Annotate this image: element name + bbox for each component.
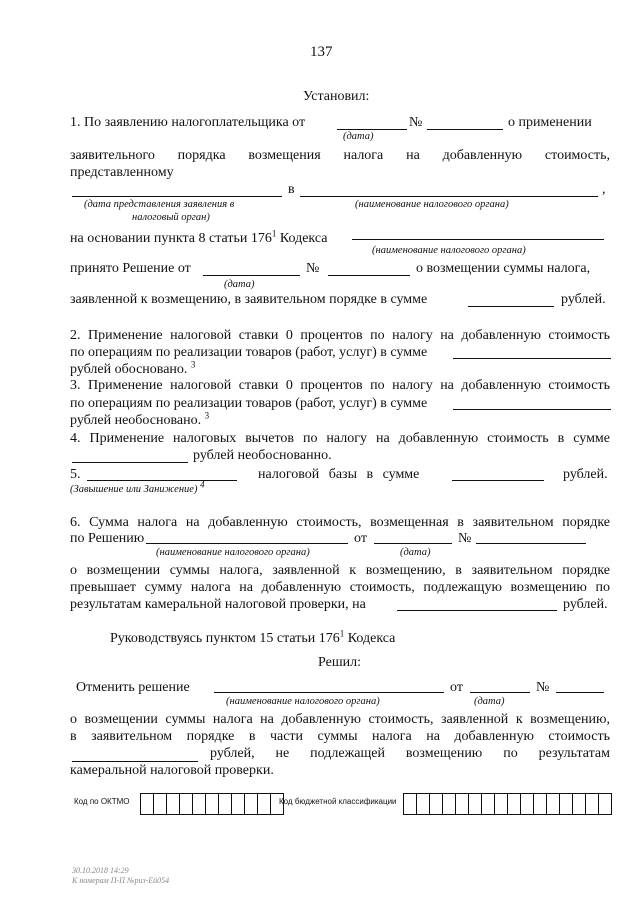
oktmo-cell[interactable]	[244, 793, 258, 815]
cancel-a: Отменить решение	[76, 680, 190, 695]
footer-timestamp: 30.10.2018 14:29	[72, 866, 129, 875]
kbk-cell[interactable]	[481, 793, 495, 815]
cancel-date-field[interactable]	[470, 692, 530, 693]
guided-by: Руководствуясь пунктом 15 статьи $176^1$ Кодекса	[110, 628, 396, 646]
oktmo-cell[interactable]	[257, 793, 271, 815]
cancel-ot: от	[450, 680, 463, 695]
p1-rubles: рублей.	[561, 292, 606, 307]
p1-hint-date: (дата)	[343, 131, 374, 142]
p4-line2: рублей необоснованно.	[193, 448, 332, 463]
p4-amount-field[interactable]	[72, 462, 188, 463]
p6-line5a: результатам камеральной налоговой проверки, на	[70, 597, 366, 612]
oktmo-cell[interactable]	[166, 793, 180, 815]
p1-decision-b: о возмещении суммы налога,	[416, 261, 591, 276]
heading-decided: Решил:	[318, 655, 361, 670]
p6-ot: от	[354, 531, 367, 546]
p6-line2a: по Решению	[70, 531, 145, 546]
cancel-line5: камеральной налоговой проверки.	[70, 763, 274, 778]
cancel-line3: в заявительном порядке в части суммы налога на добавленную стоимость	[70, 729, 610, 744]
p2-line1: 2. Применение налоговой ставки 0 процентов по налогу на добавленную стоимость	[70, 328, 610, 343]
kbk-cell[interactable]	[416, 793, 430, 815]
p5-hint: (Завышение или Занижение) $^4$	[70, 479, 205, 495]
oktmo-cell[interactable]	[205, 793, 219, 815]
p3-line3: рублей необосновано. $^3$	[70, 410, 210, 428]
p1-date-field[interactable]	[337, 129, 407, 130]
p1-hint-submit-1: (дата представления заявления в	[84, 199, 235, 210]
p1-hint-authority: (наименование налогового органа)	[355, 199, 509, 210]
p1-hint-authority-2: (наименование налогового органа)	[372, 245, 526, 256]
p1-number-field[interactable]	[427, 129, 503, 130]
p1-claimed-amount-field[interactable]	[468, 306, 554, 307]
heading-established: Установил:	[303, 89, 370, 104]
p6-hint-authority: (наименование налогового органа)	[156, 547, 310, 558]
p6-no: №	[458, 531, 472, 546]
oktmo-cell[interactable]	[192, 793, 206, 815]
p6-excess-field[interactable]	[397, 610, 557, 611]
p6-line1: 6. Сумма налога на добавленную стоимость, возмещенная в заявительном порядке	[70, 515, 610, 530]
p5-amount-field[interactable]	[452, 480, 544, 481]
kbk-cells[interactable]	[403, 793, 611, 815]
cancel-line4b: рублей, не подлежащей возмещению по результатам	[210, 746, 610, 761]
p1-decision-date-field[interactable]	[203, 275, 300, 276]
oktmo-cell[interactable]	[179, 793, 193, 815]
p1-v: в	[288, 182, 295, 197]
kbk-cell[interactable]	[559, 793, 573, 815]
kbk-cell[interactable]	[585, 793, 599, 815]
p1-submit-date-field[interactable]	[72, 196, 282, 197]
footer-note: К номерам П-П №риз-Ей054	[72, 876, 170, 885]
oktmo-cells[interactable]	[140, 793, 283, 815]
oktmo-cell[interactable]	[231, 793, 245, 815]
p1-text-a: 1. По заявлению налогоплательщика от	[70, 115, 306, 130]
kbk-cell[interactable]	[572, 793, 586, 815]
p1-basis: на основании пункта 8 статьи $176^1$ Кодекса	[70, 228, 328, 246]
p1-hint-date-2: (дата)	[224, 279, 255, 290]
kbk-cell[interactable]	[455, 793, 469, 815]
kbk-cell[interactable]	[429, 793, 443, 815]
page-number: 137	[310, 44, 333, 60]
p1-comma: ,	[602, 182, 606, 197]
p3-line1: 3. Применение налоговой ставки 0 процентов по налогу на добавленную стоимость	[70, 378, 610, 393]
kbk-cell[interactable]	[546, 793, 560, 815]
p4-line1: 4. Применение налоговых вычетов по налогу на добавленную стоимость в сумме	[70, 431, 610, 446]
p1-line3: представленному	[70, 165, 174, 180]
p6-hint-date: (дата)	[400, 547, 431, 558]
kbk-cell[interactable]	[507, 793, 521, 815]
cancel-authority-field[interactable]	[214, 692, 444, 693]
kbk-cell[interactable]	[533, 793, 547, 815]
p3-line2: по операциям по реализации товаров (работ, услуг) в сумме	[70, 396, 428, 411]
p1-line2: заявительного порядка возмещения налога на добавленную стоимость,	[70, 148, 610, 163]
kbk-cell[interactable]	[403, 793, 417, 815]
p6-date-field[interactable]	[374, 543, 452, 544]
p1-decision-no: №	[306, 261, 320, 276]
p5-rubles: рублей.	[563, 467, 608, 482]
kbk-cell[interactable]	[494, 793, 508, 815]
p1-no: №	[409, 115, 423, 130]
p6-number-field[interactable]	[476, 543, 586, 544]
p5-mid: налоговой базы в сумме	[258, 467, 420, 482]
oktmo-label: Код по ОКТМО	[74, 797, 130, 806]
kbk-cell[interactable]	[520, 793, 534, 815]
cancel-hint-date: (дата)	[474, 696, 505, 707]
oktmo-cell[interactable]	[153, 793, 167, 815]
p1-decision-a: принято Решение от	[70, 261, 191, 276]
p2-line2: по операциям по реализации товаров (работ, услуг) в сумме	[70, 345, 428, 360]
p1-tax-authority-field[interactable]	[300, 196, 598, 197]
p1-decision-number-field[interactable]	[328, 275, 410, 276]
p6-line4: превышает сумму налога на добавленную стоимость, подлежащую возмещению по	[70, 580, 610, 595]
oktmo-cell[interactable]	[140, 793, 154, 815]
cancel-number-field[interactable]	[556, 692, 604, 693]
kbk-cell[interactable]	[598, 793, 612, 815]
p5-type-field[interactable]	[87, 480, 237, 481]
p2-amount-field[interactable]	[453, 358, 611, 359]
cancel-hint-authority: (наименование налогового органа)	[226, 696, 380, 707]
kbk-label: Код бюджетной классификации	[279, 797, 397, 806]
p1-text-b: о применении	[508, 115, 592, 130]
oktmo-cell[interactable]	[218, 793, 232, 815]
p6-authority-field[interactable]	[146, 543, 348, 544]
p2-line3: рублей обосновано. $^3$	[70, 359, 196, 377]
cancel-no: №	[536, 680, 550, 695]
cancel-line2: о возмещении суммы налога на добавленную стоимость, заявленной к возмещению,	[70, 712, 610, 727]
p6-rubles: рублей.	[563, 597, 608, 612]
p3-amount-field[interactable]	[453, 409, 611, 410]
p1-claimed: заявленной к возмещению, в заявительном порядке в сумме	[70, 292, 428, 307]
kbk-cell[interactable]	[442, 793, 456, 815]
p6-line3: о возмещении суммы налога, заявленной к возмещению, в заявительном порядке	[70, 563, 610, 578]
kbk-cell[interactable]	[468, 793, 482, 815]
cancel-amount-field[interactable]	[72, 761, 198, 762]
p1-hint-submit-2: налоговый орган)	[132, 212, 210, 223]
p1-basis-authority-field[interactable]	[352, 239, 604, 240]
p5-num: 5.	[70, 467, 81, 482]
